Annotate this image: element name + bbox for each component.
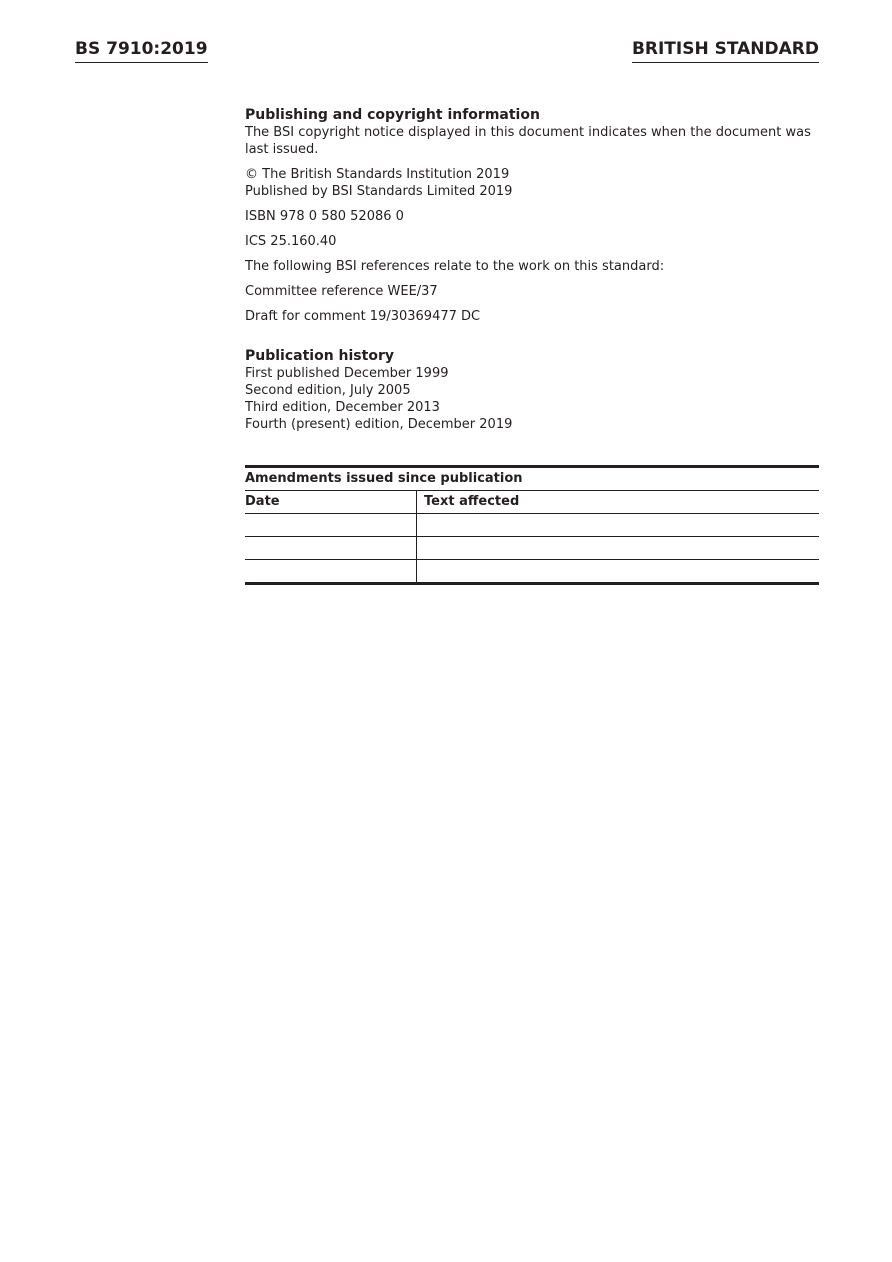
date-cell xyxy=(245,514,417,536)
table-row xyxy=(245,560,819,582)
references-intro: The following BSI references relate to the work on this standard: xyxy=(245,259,665,274)
column-header-text-affected: Text affected xyxy=(424,494,520,509)
ics-code: ICS 25.160.40 xyxy=(245,234,337,249)
publication-history-section xyxy=(245,347,819,433)
text-affected-cell xyxy=(417,560,819,582)
table-row xyxy=(245,514,819,537)
date-cell xyxy=(245,537,417,559)
amendments-table xyxy=(245,465,819,585)
published-by: Published by BSI Standards Limited 2019 xyxy=(245,184,513,199)
publishing-heading: Publishing and copyright information xyxy=(245,107,540,123)
copyright-notice: The BSI copyright notice displayed in this document indicates when the document was last issued. xyxy=(245,125,811,157)
committee-reference: Committee reference WEE/37 xyxy=(245,284,438,299)
text-affected-cell xyxy=(417,537,819,559)
column-header-date: Date xyxy=(245,491,417,513)
document-type: BRITISH STANDARD xyxy=(632,38,819,63)
amendments-table-title: Amendments issued since publication xyxy=(245,468,819,491)
history-entry: First published December 1999 xyxy=(245,366,449,381)
copyright-page-content xyxy=(245,106,819,585)
isbn: ISBN 978 0 580 52086 0 xyxy=(245,209,404,224)
amendments-header-row xyxy=(245,491,819,514)
page-header xyxy=(75,38,819,66)
date-cell xyxy=(245,560,417,582)
text-affected-cell xyxy=(417,514,819,536)
document-code: BS 7910:2019 xyxy=(75,38,208,63)
draft-for-comment: Draft for comment 19/30369477 DC xyxy=(245,309,481,324)
history-entry: Second edition, July 2005 xyxy=(245,383,411,398)
history-entry: Fourth (present) edition, December 2019 xyxy=(245,417,513,432)
history-heading: Publication history xyxy=(245,348,394,364)
history-entry: Third edition, December 2013 xyxy=(245,400,440,415)
publishing-section xyxy=(245,106,819,325)
table-row xyxy=(245,537,819,560)
copyright-line: © The British Standards Institution 2019 xyxy=(245,167,510,182)
